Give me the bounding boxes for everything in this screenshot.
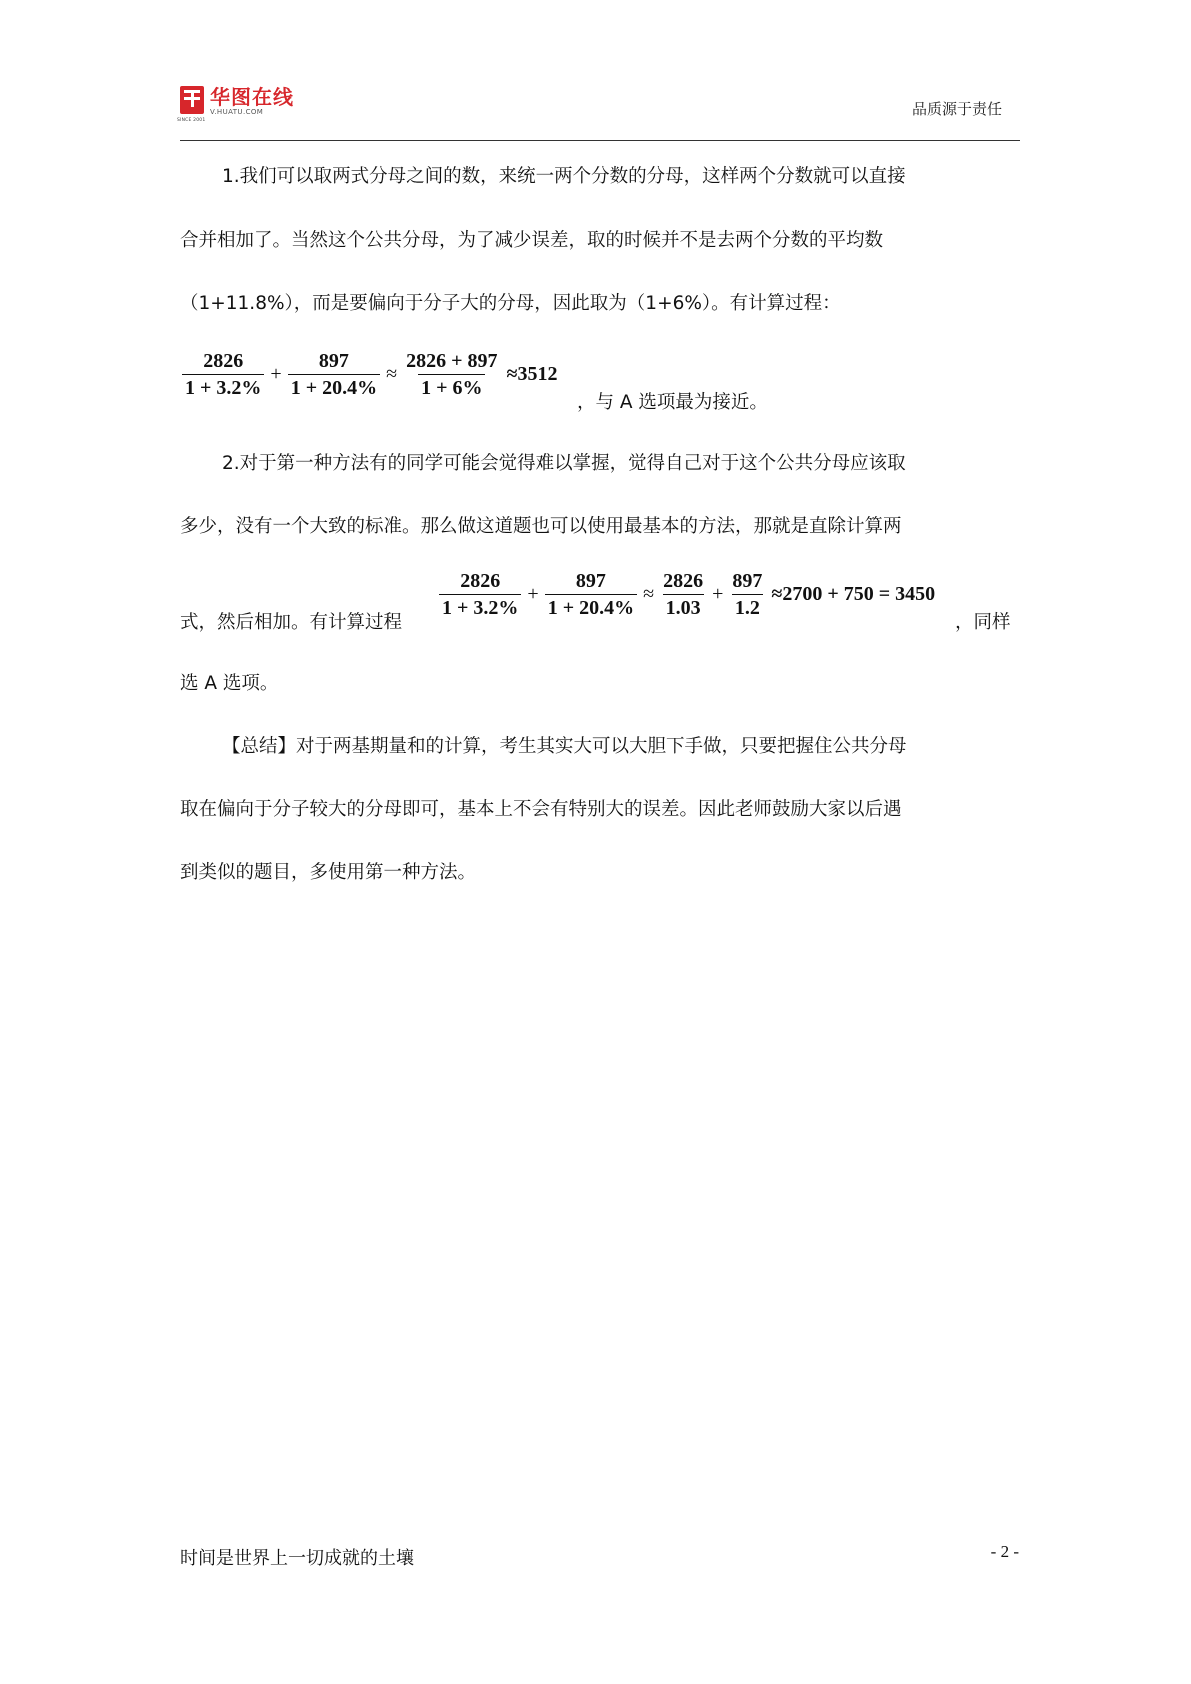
formula-2-result: ≈2700 + 750 = 3450 xyxy=(771,583,936,605)
formula-1-fraction-3 xyxy=(403,350,500,399)
fraction-denominator: 1 + 20.4% xyxy=(545,594,637,619)
formula-1-result: ≈3512 xyxy=(506,363,558,385)
logo-mark-icon xyxy=(177,86,206,123)
fraction-numerator: 897 xyxy=(732,570,763,592)
approx-sign: ≈ xyxy=(386,363,398,385)
formula-1-fraction-1 xyxy=(182,350,264,399)
page-header xyxy=(177,82,1020,141)
paragraph-1-line-4-tail: ，与 A 选项最为接近。 xyxy=(577,392,768,413)
logo-url: V.HUATU.COM xyxy=(210,108,264,116)
fraction-numerator: 2826 xyxy=(663,570,704,592)
logo-since: SINCE 2001 xyxy=(177,118,206,123)
paragraph-1-line-2: 合并相加了。当然这个公共分母，为了减少误差，取的时候并不是去两个分数的平均数 xyxy=(180,230,884,251)
paragraph-2-line-2: 多少，没有一个大致的标准。那么做这道题也可以使用最基本的方法，那就是直除计算两 xyxy=(180,516,902,537)
formula-1-fraction-2 xyxy=(288,350,380,399)
paragraph-1-line-3: （1+11.8%），而是要偏向于分子大的分母，因此取为（1+6%）。有计算过程： xyxy=(180,293,841,314)
header-tagline: 品质源于责任 xyxy=(911,100,1002,118)
page-number: - 2 - xyxy=(990,1542,1019,1561)
fraction-denominator: 1 + 3.2% xyxy=(439,594,521,619)
summary-line-2: 取在偏向于分子较大的分母即可，基本上不会有特别大的误差。因此老师鼓励大家以后遇 xyxy=(180,799,902,820)
huatu-logo xyxy=(177,85,294,123)
paragraph-2-line-3-head: 式，然后相加。有计算过程 xyxy=(180,612,403,633)
fraction-denominator: 1.03 xyxy=(663,594,704,619)
fraction-denominator: 1 + 20.4% xyxy=(288,374,380,399)
formula-2-fraction-1 xyxy=(439,570,521,619)
formula-2-fraction-3 xyxy=(660,570,706,619)
fraction-numerator: 2826 + 897 xyxy=(406,350,498,372)
fraction-numerator: 897 xyxy=(575,570,606,592)
formula-2-fraction-4 xyxy=(729,570,765,619)
plus-sign: + xyxy=(527,583,539,605)
fraction-numerator: 2826 xyxy=(460,570,501,592)
footer-motto: 时间是世界上一切成就的土壤 xyxy=(180,1548,414,1569)
paragraph-2-line-4: 选 A 选项。 xyxy=(180,673,279,694)
fraction-denominator: 1.2 xyxy=(732,594,763,619)
summary-line-1: 【总结】对于两基期量和的计算，考生其实大可以大胆下手做，只要把握住公共分母 xyxy=(222,736,907,757)
plus-sign: + xyxy=(270,363,282,385)
paragraph-2-line-3-tail: ，同样 xyxy=(955,612,1011,633)
formula-2 xyxy=(437,570,939,619)
summary-line-3: 到类似的题目，多使用第一种方法。 xyxy=(180,862,477,883)
fraction-denominator: 1 + 3.2% xyxy=(182,374,264,399)
paragraph-2-line-1: 2.对于第一种方法有的同学可能会觉得难以掌握，觉得自己对于这个公共分母应该取 xyxy=(222,453,906,474)
approx-sign: ≈ xyxy=(643,583,655,605)
paragraph-1-line-1: 1.我们可以取两式分母之间的数，来统一两个分数的分母，这样两个分数就可以直接 xyxy=(222,166,906,187)
logo-name: 华图在线 xyxy=(210,85,294,109)
fraction-numerator: 2826 xyxy=(203,350,244,372)
plus-sign: + xyxy=(712,583,724,605)
fraction-numerator: 897 xyxy=(318,350,349,372)
fraction-denominator: 1 + 6% xyxy=(418,374,485,399)
formula-1 xyxy=(180,350,561,399)
formula-2-fraction-2 xyxy=(545,570,637,619)
